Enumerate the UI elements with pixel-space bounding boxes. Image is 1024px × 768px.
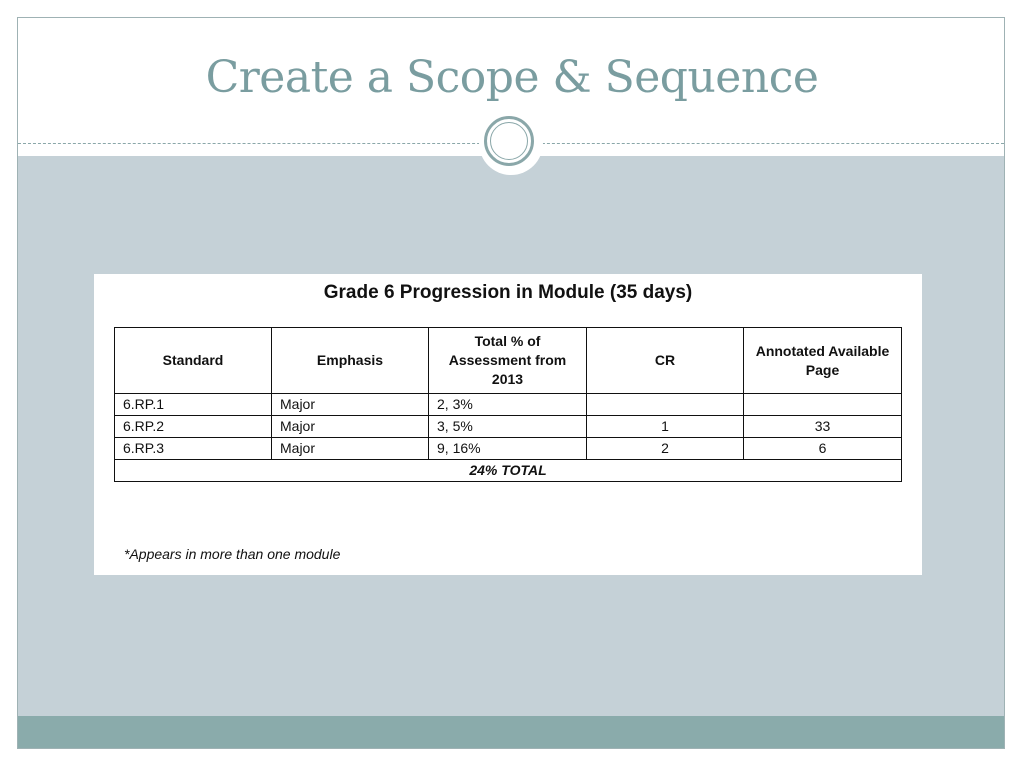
table-image — [94, 274, 922, 575]
cell-emphasis: Major — [272, 438, 429, 460]
slide-title: Create a Scope & Sequence — [205, 52, 819, 103]
cell-cr: 1 — [587, 416, 744, 438]
table-header-row — [115, 328, 902, 394]
table-row — [115, 394, 902, 416]
footer-bar — [18, 716, 1004, 748]
cell-page — [744, 394, 902, 416]
table-row — [115, 438, 902, 460]
footnote: *Appears in more than one module — [124, 546, 341, 562]
table-caption: Grade 6 Progression in Module (35 days) — [323, 282, 693, 303]
table-total-row — [115, 460, 902, 482]
header-assessment: Total % of Assessment from 2013 — [429, 328, 587, 394]
header-standard: Standard — [115, 328, 272, 394]
header-emphasis: Emphasis — [272, 328, 429, 394]
table-row — [115, 416, 902, 438]
header-page: Annotated Available Page — [744, 328, 902, 394]
cell-emphasis: Major — [272, 394, 429, 416]
cell-page: 33 — [744, 416, 902, 438]
cell-standard: 6.RP.1 — [115, 394, 272, 416]
cell-cr — [587, 394, 744, 416]
total-cell: 24% TOTAL — [115, 460, 902, 482]
cell-emphasis: Major — [272, 416, 429, 438]
cell-assessment: 3, 5% — [429, 416, 587, 438]
header-cr: CR — [587, 328, 744, 394]
cell-assessment: 9, 16% — [429, 438, 587, 460]
cell-assessment: 2, 3% — [429, 394, 587, 416]
cell-standard: 6.RP.3 — [115, 438, 272, 460]
circle-ornament-inner — [490, 122, 528, 160]
progression-table — [114, 327, 902, 482]
cell-page: 6 — [744, 438, 902, 460]
cell-cr: 2 — [587, 438, 744, 460]
cell-standard: 6.RP.2 — [115, 416, 272, 438]
